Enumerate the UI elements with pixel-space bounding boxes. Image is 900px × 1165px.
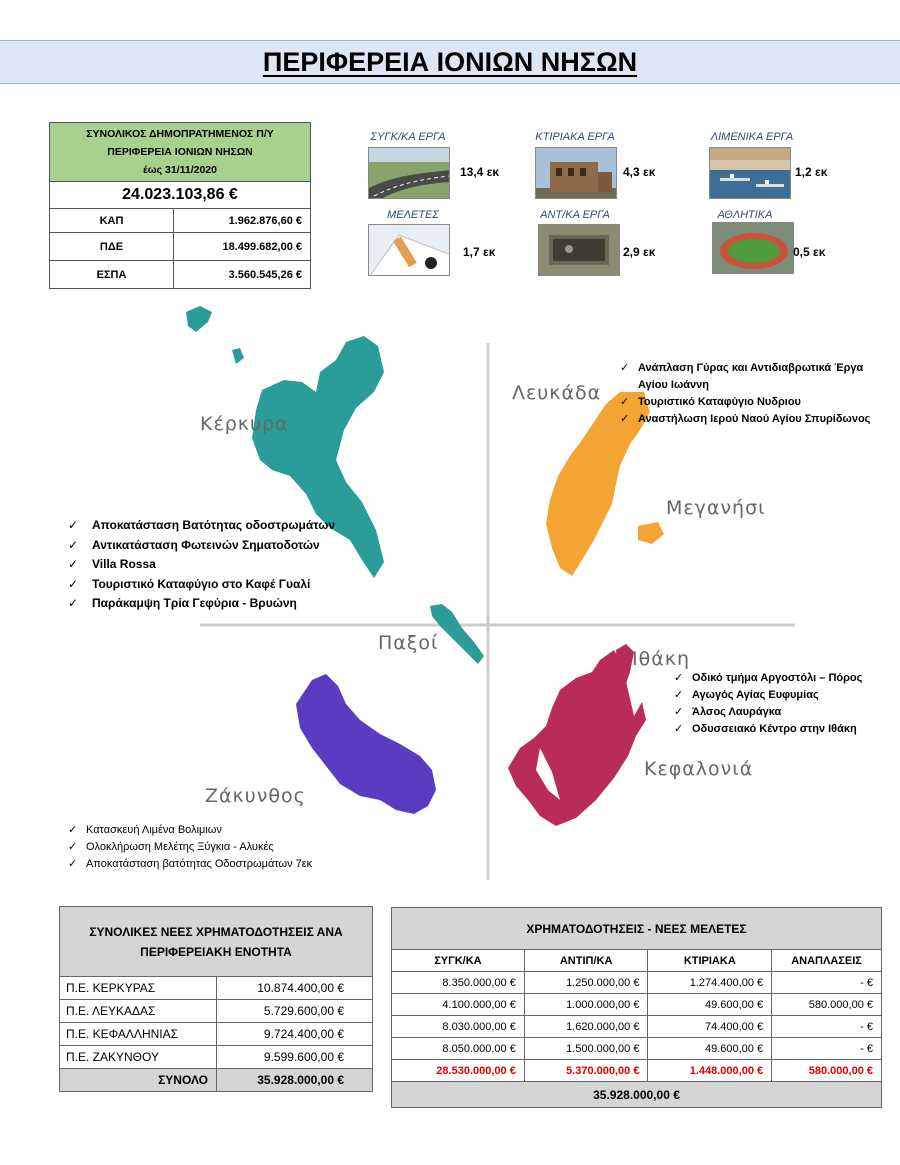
list-item: ✓ Αποκατάσταση Βατότητας οδοστρωμάτων [66, 516, 386, 536]
category-value-buildings: 4,3 εκ [623, 165, 656, 179]
list-item: ✓ Αντικατάσταση Φωτεινών Σηματοδοτών [66, 536, 386, 556]
check-icon: ✓ [68, 576, 79, 591]
check-icon: ✓ [674, 706, 684, 718]
list-item: ✓ Κατασκευή Λιμένα Βολιμιων [66, 822, 386, 839]
regions-table [59, 906, 373, 1092]
check-icon: ✓ [68, 596, 79, 610]
check-icon: ✓ [620, 413, 630, 425]
category-value-studies: 1,7 εκ [463, 245, 496, 259]
list-item: ✓ Ανάπλαση Γύρας και Αντιδιαβρωτικά Έργα Αγίου Ιωάννη [620, 362, 864, 391]
table-row: Π.Ε. ΚΕΦΑΛΛΗΝΙΑΣ 9.724.400,00 € [60, 1023, 373, 1046]
budget-total: 24.023.103,86 € [50, 182, 311, 209]
kefalonia-projects [672, 670, 892, 738]
category-value-roads: 13,4 εκ [460, 165, 500, 179]
island-label-lefkada: Λευκάδα [512, 382, 602, 404]
list-item: ✓ Άλσος Λαυράγκα [672, 704, 892, 721]
island-label-kefalonia: Κεφαλονιά [644, 758, 754, 780]
check-icon: ✓ [68, 824, 78, 836]
table-row: 8.350.000,00 € 1.250.000,00 € 1.274.400,00 € - € [392, 972, 882, 994]
island-label-meganisi: Μεγανήσι [666, 497, 766, 519]
kefalonia-island [508, 644, 646, 826]
list-item: ✓ Τουριστικό Καταφύγιο Νυδριου [618, 394, 888, 411]
check-icon: ✓ [674, 723, 684, 735]
list-item: ✓ Οδικό τμήμα Αργοστόλι – Πόρος [672, 670, 892, 687]
category-label-ports: ΛΙΜΕΝΙΚΑ ΕΡΓΑ [710, 131, 794, 143]
category-value-ports: 1,2 εκ [795, 165, 828, 179]
island-label-zakynthos: Ζάκυνθος [205, 785, 306, 807]
page-title: ΠΕΡΙΦΕΡΕΙΑ ΙΟΝΙΩΝ ΝΗΣΩΝ [262, 47, 638, 77]
check-icon: ✓ [620, 362, 630, 374]
table-row: Π.Ε. ΚΕΡΚΥΡΑΣ 10.874.400,00 € [60, 977, 373, 1000]
regions-heading: ΣΥΝΟΛΙΚΕΣ ΝΕΕΣ ΧΡΗΜΑΤΟΔΟΤΗΣΕΙΣ ΑΝΑ ΠΕΡΙΦΕΡΕΙΑΚΗ ΕΝΟΤΗΤΑ [60, 907, 373, 977]
check-icon: ✓ [68, 841, 78, 853]
funding-table [391, 907, 882, 1108]
check-icon: ✓ [68, 537, 79, 552]
zakynthos-island [296, 674, 436, 814]
table-row: 8.050.000,00 € 1.500.000,00 € 49.600,00 € - € [392, 1038, 882, 1060]
funding-totals-row: 28.530.000,00 € 5.370.000,00 € 1.448.000,00 € 580.000,00 € [392, 1060, 882, 1082]
table-row: Π.Ε. ΖΑΚΥΝΘΟΥ 9.599.600,00 € [60, 1046, 373, 1069]
category-label-buildings: ΚΤΙΡΙΑΚΑ ΕΡΓΑ [535, 131, 615, 143]
regions-total-row: ΣΥΝΟΛΟ 35.928.000,00 € [60, 1069, 373, 1092]
list-item: ✓ Παράκαμψη Τρία Γεφύρια - Βρυώνη [66, 594, 386, 614]
list-item: ✓ Οδυσσειακό Κέντρο στην Ιθάκη [672, 721, 892, 738]
table-row: 4.100.000,00 € 1.000.000,00 € 49.600,00 € 580.000,00 € [392, 994, 882, 1016]
list-item: ✓ Αγωγός Αγίας Ευφυμίας [672, 687, 892, 704]
table-row: 8.030.000,00 € 1.620.000,00 € 74.400,00 € - € [392, 1016, 882, 1038]
budget-heading: ΣΥΝΟΛΙΚΟΣ ΔΗΜΟΠΡΑΤΗΜΕΝΟΣ Π/Υ ΠΕΡΙΦΕΡΕΙΑ ΙΟΝΙΩΝ ΝΗΣΩΝ έως 31/11/2020 [50, 123, 311, 182]
funding-heading: ΧΡΗΜΑΤΟΔΟΤΗΣΕΙΣ - ΝΕΕΣ ΜΕΛΕΤΕΣ [392, 908, 882, 950]
island-label-paxoi: Παξοί [378, 632, 439, 654]
category-label-studies: ΜΕΛΕΤΕΣ [387, 209, 439, 221]
check-icon: ✓ [674, 672, 684, 684]
funding-grand-total: 35.928.000,00 € [392, 1082, 882, 1108]
category-label-anti: ΑΝΤ/ΚΑ ΕΡΓΑ [540, 209, 610, 221]
check-icon: ✓ [68, 557, 79, 571]
list-item: ✓ Αναστήλωση Ιερού Ναού Αγίου Σπυρίδωνος [618, 411, 888, 428]
check-icon: ✓ [620, 396, 630, 408]
budget-row: ΕΣΠΑ 3.560.545,26 € [50, 261, 311, 289]
budget-row: ΚΑΠ 1.962.876,60 € [50, 209, 311, 233]
list-item: ✓ Ολοκλήρωση Μελέτης Ξύγκια - Αλυκές [66, 839, 386, 856]
kerkyra-projects [66, 516, 386, 614]
island-label-kerkyra: Κέρκυρα [200, 413, 289, 435]
funding-column-headers: ΣΥΓΚ/ΚΑ ΑΝΤΙΠ/ΚΑ ΚΤΙΡΙΑΚΑ ΑΝΑΠΛΑΣΕΙΣ [392, 950, 882, 972]
check-icon: ✓ [68, 518, 79, 532]
category-label-sports: ΑΘΛΗΤΙΚΑ [717, 209, 773, 221]
category-label-roads: ΣΥΓΚ/ΚΑ ΕΡΓΑ [370, 131, 446, 143]
budget-row: ΠΔΕ 18.499.682,00 € [50, 233, 311, 261]
category-value-anti: 2,9 εκ [623, 245, 656, 259]
check-icon: ✓ [68, 858, 78, 870]
list-item: ✓ Αποκατάσταση βατότητας Οδοστρωμάτων 7εκ [66, 856, 386, 873]
list-item: ✓ Τουριστικό Καταφύγιο στο Καφέ Γυαλί [66, 575, 386, 595]
check-icon: ✓ [674, 689, 684, 701]
category-value-sports: 0,5 εκ [793, 245, 826, 259]
list-item: ✓ Villa Rossa [66, 555, 386, 575]
table-row: Π.Ε. ΛΕΥΚΑΔΑΣ 5.729.600,00 € [60, 1000, 373, 1023]
island-label-ithaki: Ιθάκη [632, 648, 690, 670]
zakynthos-projects [66, 822, 386, 873]
lefkada-projects [618, 360, 888, 428]
